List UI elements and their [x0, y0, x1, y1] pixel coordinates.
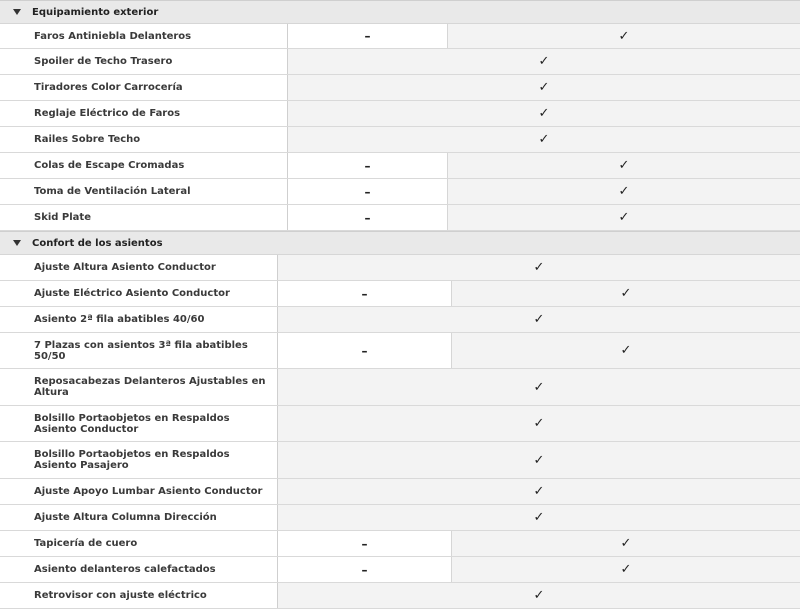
spec-label: Ajuste Altura Columna Dirección [0, 505, 278, 530]
spec-label: Skid Plate [0, 205, 288, 230]
not-available-dash-icon: – [278, 281, 452, 306]
checkmark-icon: ✓ [278, 369, 800, 405]
section-title: Equipamiento exterior [32, 6, 159, 18]
spec-label: Reglaje Eléctrico de Faros [0, 101, 288, 126]
checkmark-icon: ✓ [288, 101, 800, 126]
spec-label: Railes Sobre Techo [0, 127, 288, 152]
spec-row [0, 49, 800, 75]
spec-label: Bolsillo Portaobjetos en Respaldos Asiento Conductor [0, 406, 278, 441]
checkmark-icon: ✓ [278, 307, 800, 332]
spec-label: Ajuste Eléctrico Asiento Conductor [0, 281, 278, 306]
spec-label: Ajuste Altura Asiento Conductor [0, 255, 278, 280]
checkmark-icon: ✓ [278, 406, 800, 441]
spec-label: 7 Plazas con asientos 3ª fila abatibles 50/50 [0, 333, 278, 368]
not-available-dash-icon: – [278, 333, 452, 368]
spec-label: Ajuste Apoyo Lumbar Asiento Conductor [0, 479, 278, 504]
checkmark-icon: ✓ [288, 49, 800, 74]
spec-label: Colas de Escape Cromadas [0, 153, 288, 178]
spec-label: Reposacabezas Delanteros Ajustables en Altura [0, 369, 278, 405]
spec-row [0, 333, 800, 369]
spec-label: Retrovisor con ajuste eléctrico [0, 583, 278, 608]
spec-row [0, 307, 800, 333]
checkmark-icon: ✓ [448, 205, 800, 230]
spec-row [0, 583, 800, 609]
spec-row [0, 255, 800, 281]
checkmark-icon: ✓ [278, 255, 800, 280]
checkmark-icon: ✓ [448, 153, 800, 178]
spec-row [0, 101, 800, 127]
spec-row [0, 153, 800, 179]
collapse-triangle-icon[interactable] [13, 240, 21, 246]
spec-label: Asiento delanteros calefactados [0, 557, 278, 582]
spec-label: Tiradores Color Carrocería [0, 75, 288, 100]
checkmark-icon: ✓ [288, 75, 800, 100]
spec-row [0, 179, 800, 205]
checkmark-icon: ✓ [448, 24, 800, 48]
spec-label: Tapicería de cuero [0, 531, 278, 556]
spec-row [0, 75, 800, 101]
spec-label: Faros Antiniebla Delanteros [0, 24, 288, 48]
checkmark-icon: ✓ [278, 583, 800, 608]
not-available-dash-icon: – [278, 531, 452, 556]
checkmark-icon: ✓ [278, 505, 800, 530]
spec-row [0, 479, 800, 505]
not-available-dash-icon: – [288, 153, 448, 178]
spec-row [0, 442, 800, 479]
not-available-dash-icon: – [288, 205, 448, 230]
spec-row [0, 406, 800, 442]
spec-row [0, 557, 800, 583]
section-header[interactable] [0, 0, 800, 24]
spec-label: Bolsillo Portaobjetos en Respaldos Asiento Pasajero [0, 442, 278, 478]
checkmark-icon: ✓ [288, 127, 800, 152]
spec-row [0, 531, 800, 557]
checkmark-icon: ✓ [448, 179, 800, 204]
checkmark-icon: ✓ [452, 333, 800, 368]
spec-label: Toma de Ventilación Lateral [0, 179, 288, 204]
section-title: Confort de los asientos [32, 237, 163, 249]
not-available-dash-icon: – [278, 557, 452, 582]
spec-row [0, 369, 800, 406]
checkmark-icon: ✓ [452, 281, 800, 306]
not-available-dash-icon: – [288, 24, 448, 48]
not-available-dash-icon: – [288, 179, 448, 204]
collapse-triangle-icon[interactable] [13, 9, 21, 15]
spec-row [0, 24, 800, 49]
section-header[interactable] [0, 231, 800, 255]
spec-row [0, 281, 800, 307]
checkmark-icon: ✓ [452, 557, 800, 582]
checkmark-icon: ✓ [278, 479, 800, 504]
spec-label: Asiento 2ª fila abatibles 40/60 [0, 307, 278, 332]
checkmark-icon: ✓ [452, 531, 800, 556]
section-1 [0, 231, 800, 609]
spec-row [0, 205, 800, 231]
spec-row [0, 127, 800, 153]
section-0 [0, 0, 800, 231]
checkmark-icon: ✓ [278, 442, 800, 478]
spec-row [0, 505, 800, 531]
spec-label: Spoiler de Techo Trasero [0, 49, 288, 74]
